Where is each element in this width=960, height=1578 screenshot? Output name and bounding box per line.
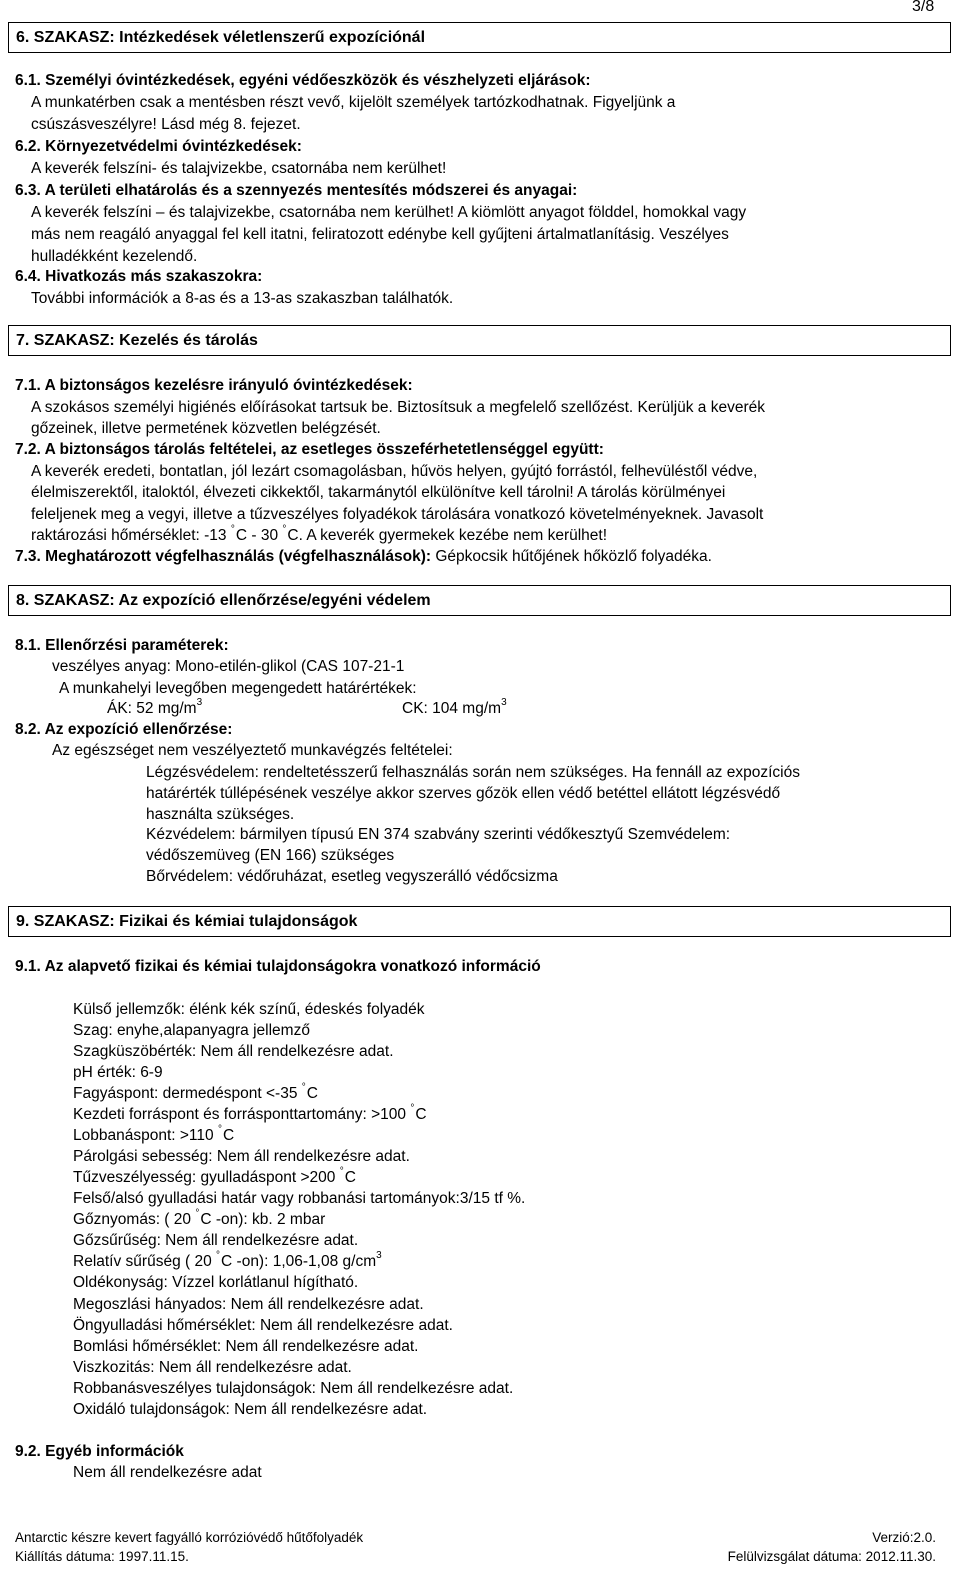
subsection-6-2-heading: 6.2. Környezetvédelmi óvintézkedések:: [15, 138, 302, 155]
paragraph-line: gőzeinek, illetve permetének közvetlen belégzését.: [31, 420, 381, 437]
section-7-header: 7. SZAKASZ: Kezelés és tárolás: [16, 332, 258, 349]
subsection-6-4-heading: 6.4. Hivatkozás más szakaszokra:: [15, 268, 263, 285]
property-line: Megoszlási hányados: Nem áll rendelkezésre adat.: [73, 1296, 424, 1313]
limit-ak: ÁK: 52 $mg/m^3$: [107, 697, 203, 717]
paragraph-line: raktározási hőmérséklet: -13 °C - 30 °C. A keverék gyermekek kezébe nem kerülhet!: [31, 524, 608, 544]
section-9-header-box: [8, 906, 951, 937]
paragraph-line: határérték túllépésének veszélye akkor szerves gőzök ellen védő betéttel ellátott légzésvédő: [146, 785, 781, 802]
subsection-7-2-heading: 7.2. A biztonságos tárolás feltételei, az esetleges összeférhetetlenséggel együtt:: [15, 441, 604, 458]
paragraph-line: A keverék felszíni – és talajvizekbe, csatornába nem kerülhet! A kiömlött anyagot földdel, homokkal vagy: [31, 204, 747, 221]
property-line: Párolgási sebesség: Nem áll rendelkezésre adat.: [73, 1148, 410, 1165]
paragraph-line: más nem reagáló anyaggal fel kell itatni, feliratozott edénybe kell gyűjteni ártalmatlanításig. Veszélyes: [31, 226, 729, 243]
footer-review-date: Felülvizsgálat dátuma: 2012.11.30.: [727, 1549, 936, 1564]
footer-issue-date: Kiállítás dátuma: 1997.11.15.: [15, 1549, 189, 1564]
subsection-9-1-heading: 9.1. Az alapvető fizikai és kémiai tulajdonságokra vonatkozó információ: [15, 958, 541, 975]
property-line: Lobbanáspont: >110 °C: [73, 1124, 235, 1144]
property-line: Relatív sűrűség ( 20 °C -on): 1,06-1,08 $g/cm^3$: [73, 1250, 382, 1270]
section-8-header: 8. SZAKASZ: Az expozíció ellenőrzése/egyéni védelem: [16, 592, 431, 609]
paragraph-line: élelmiszerektől, italoktól, élvezeti cikkektől, takarmánytól elkülönítve kell tárolni! A tárolás körülményei: [31, 484, 726, 501]
property-line: Oxidáló tulajdonságok: Nem áll rendelkezésre adat.: [73, 1401, 428, 1418]
subsection-8-2-heading: 8.2. Az expozíció ellenőrzése:: [15, 721, 233, 738]
section-6-header-box: [8, 22, 951, 53]
paragraph-line: Kézvédelem: bármilyen típusú EN 374 szabvány szerinti védőkesztyű Szemvédelem:: [146, 826, 731, 843]
property-line: pH érték: 6-9: [73, 1064, 163, 1081]
property-line: Öngyulladási hőmérséklet: Nem áll rendelkezésre adat.: [73, 1317, 453, 1334]
subsection-9-2-heading: 9.2. Egyéb információk: [15, 1443, 184, 1460]
paragraph-line: Légzésvédelem: rendeltetésszerű felhasználás során nem szükséges. Ha fennáll az expozíciós: [146, 764, 800, 781]
paragraph-line: feleljenek meg a vegyi, illetve a tűzveszélyes folyadékok tárolására vonatkozó követelményeknek. Javasolt: [31, 506, 764, 523]
footer-version: Verzió:2.0.: [872, 1530, 936, 1545]
subsection-6-1-heading: 6.1. Személyi óvintézkedések, egyéni védőeszközök és vészhelyzeti eljárások:: [15, 72, 591, 89]
subsection-7-1-heading: 7.1. A biztonságos kezelésre irányuló óvintézkedések:: [15, 377, 413, 394]
property-line: Fagyáspont: dermedéspont <-35 °C: [73, 1082, 318, 1102]
footer-product: Antarctic készre kevert fagyálló korrózióvédő hűtőfolyadék: [15, 1530, 364, 1545]
property-line: Szag: enyhe,alapanyagra jellemző: [73, 1022, 310, 1039]
subsection-6-3-heading: 6.3. A területi elhatárolás és a szennyezés mentesítés módszerei és anyagai:: [15, 182, 578, 199]
property-line: Külső jellemzők: élénk kék színű, édeskés folyadék: [73, 1001, 425, 1018]
paragraph-line: veszélyes anyag: Mono-etilén-glikol (CAS 107-21-1: [52, 658, 405, 675]
property-line: Kezdeti forráspont és forrásponttartomány: >100 °C: [73, 1103, 427, 1123]
property-line: Bomlási hőmérséklet: Nem áll rendelkezésre adat.: [73, 1338, 419, 1355]
subsection-7-3-line: 7.3. Meghatározott végfelhasználás (végfelhasználások): Gépkocsik hűtőjének hőközlő folyadéka.: [15, 548, 712, 565]
paragraph-line: csúszásveszélyre! Lásd még 8. fejezet.: [31, 116, 301, 133]
paragraph-line: További információk a 8-as és a 13-as szakaszban találhatók.: [31, 290, 454, 307]
paragraph-line: A munkahelyi levegőben megengedett határértékek:: [59, 680, 417, 697]
property-line: Szagküszöbérték: Nem áll rendelkezésre adat.: [73, 1043, 394, 1060]
property-line: Viszkozitás: Nem áll rendelkezésre adat.: [73, 1359, 352, 1376]
section-7-header-box: [8, 325, 951, 356]
property-line: Oldékonyság: Vízzel korlátlanul hígítható.: [73, 1274, 359, 1291]
section-6-header: 6. SZAKASZ: Intézkedések véletlenszerű expozíciónál: [16, 29, 426, 46]
paragraph-line: A keverék felszíni- és talajvizekbe, csatornába nem kerülhet!: [31, 160, 447, 177]
section-9-header: 9. SZAKASZ: Fizikai és kémiai tulajdonságok: [16, 913, 358, 930]
paragraph-line: Az egészséget nem veszélyeztető munkavégzés feltételei:: [52, 742, 453, 759]
paragraph-line: védőszemüveg (EN 166) szükséges: [146, 847, 395, 864]
property-line: Gőznyomás: ( 20 °C -on): kb. 2 mbar: [73, 1208, 326, 1228]
paragraph-line: Nem áll rendelkezésre adat: [73, 1464, 262, 1481]
paragraph-line: Bőrvédelem: védőruházat, esetleg vegyszerálló védőcsizma: [146, 868, 558, 885]
property-line: Tűzveszélyesség: gyulladáspont >200 °C: [73, 1166, 356, 1186]
limit-ck: CK: 104 $mg/m^3$: [402, 697, 507, 717]
section-8-header-box: [8, 585, 951, 616]
paragraph-line: használta szükséges.: [146, 806, 295, 823]
paragraph-line: A munkatérben csak a mentésben részt vevő, kijelölt személyek tartózkodhatnak. Figyeljünk a: [31, 94, 676, 111]
paragraph-line: A keverék eredeti, bontatlan, jól lezárt csomagolásban, hűvös helyen, gyújtó forrástól, felhevüléstől védve,: [31, 463, 758, 480]
paragraph-line: hulladékként kezelendő.: [31, 248, 198, 265]
property-line: Robbanásveszélyes tulajdonságok: Nem áll rendelkezésre adat.: [73, 1380, 514, 1397]
property-line: Gőzsűrűség: Nem áll rendelkezésre adat.: [73, 1232, 359, 1249]
property-line: Felső/alsó gyulladási határ vagy robbanási tartományok:3/15 tf %.: [73, 1190, 526, 1207]
page-number: 3/8: [912, 0, 935, 15]
subsection-8-1-heading: 8.1. Ellenőrzési paraméterek:: [15, 637, 229, 654]
paragraph-line: A szokásos személyi higiénés előírásokat tartsuk be. Biztosítsuk a megfelelő szellőzést. Kerüljük a keverék: [31, 399, 766, 416]
